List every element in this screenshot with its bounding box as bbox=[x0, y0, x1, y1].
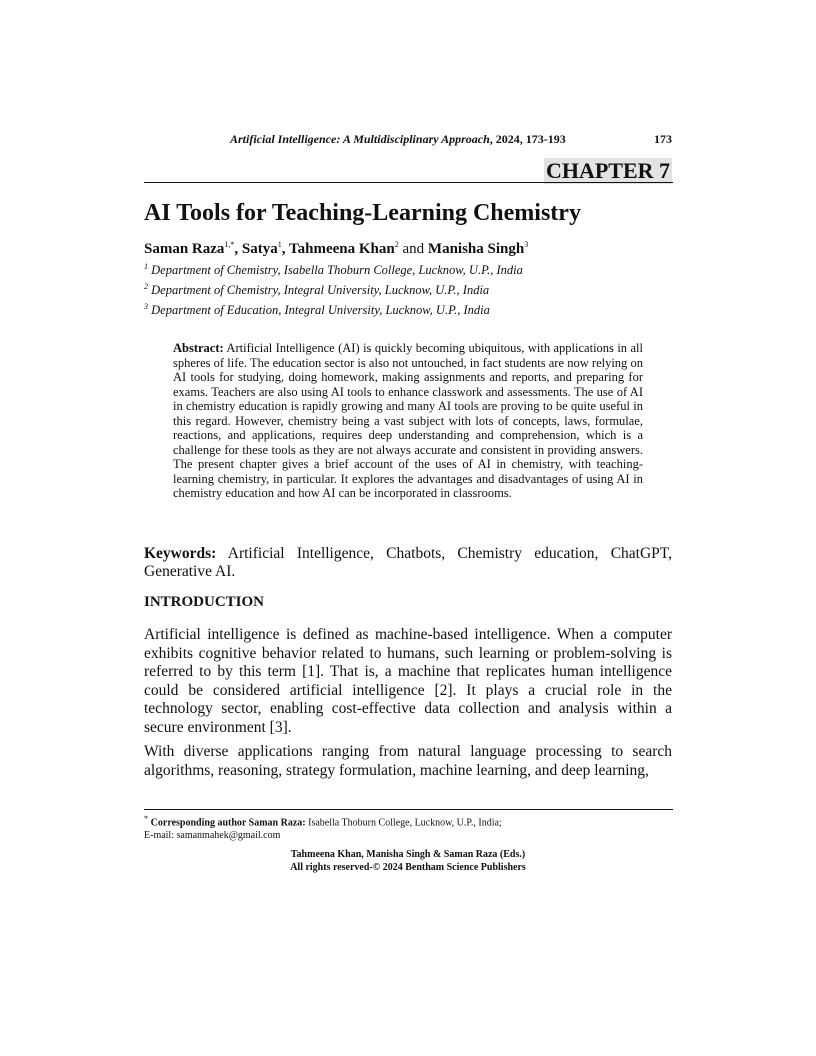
author-separator: and bbox=[398, 241, 428, 257]
author-name: Tahmeena Khan bbox=[289, 241, 395, 257]
journal-citation bbox=[230, 132, 566, 147]
rights-line: All rights reserved-© 2024 Bentham Science Publishers bbox=[290, 861, 526, 873]
author-separator: , bbox=[234, 241, 242, 257]
editors-line: Tahmeena Khan, Manisha Singh & Saman Raza (Eds.) bbox=[290, 849, 526, 860]
journal-details: , 2024, 173-193 bbox=[489, 132, 566, 146]
publisher-footer bbox=[144, 849, 672, 874]
author-affiliation-mark: 1,* bbox=[224, 240, 235, 249]
author-affiliation-mark: 2 bbox=[394, 240, 399, 249]
keywords bbox=[144, 545, 672, 581]
author-separator: , bbox=[281, 241, 289, 257]
author-name: Saman Raza bbox=[144, 241, 225, 257]
affiliation-number: 2 bbox=[144, 282, 148, 291]
affiliation-text: Department of Education, Integral University, Lucknow, U.P., India bbox=[151, 303, 490, 318]
affiliation bbox=[144, 279, 489, 298]
header-rule bbox=[144, 182, 673, 183]
keywords-label: Keywords: bbox=[144, 545, 217, 562]
body-paragraph: Artificial intelligence is defined as machine-based intelligence. When a computer exhibits cognitive behavior related to humans, such learning or problem-solving is referred to by this term [1]. That is, a machine that replicates human intelligence could be considered artificial intelligence [2]. It plays a crucial role in the technology sector, enabling cost-effective data collection and analysis within a secure environment [3]. bbox=[144, 626, 672, 736]
footnote-label: Corresponding author Saman Raza: bbox=[150, 817, 306, 829]
body-paragraph: With diverse applications ranging from natural language processing to search algorithms, reasoning, strategy formulation, machine learning, and deep learning, bbox=[144, 743, 672, 779]
affiliation-number: 3 bbox=[144, 302, 148, 311]
abstract-text: Artificial Intelligence (AI) is quickly becoming ubiquitous, with applications in all spheres of life. The education sector is also not untouched, in fact students are now relying on AI tools for studying, doing homework, making assignments and reports, and preparing for exams. Teachers are also using AI tools to enhance classwork and assessments. The use of AI in chemistry education is rapidly growing and many AI tools are proving to be quite useful in this regard. However, chemistry being a vast subject with lots of concepts, laws, formulae, reactions, and applications, requires deep understanding and comprehension, which is a challenge for these tools as they are not always accurate and consistent in providing answers. The present chapter gives a brief account of the uses of AI in chemistry, with teaching-learning chemistry, in particular. It explores the advantages and disadvantages of using AI in chemistry education and how AI can be incorporated in classrooms. bbox=[173, 341, 643, 500]
footnote-rule bbox=[144, 809, 673, 810]
affiliation-number: 1 bbox=[144, 262, 148, 271]
abstract bbox=[173, 341, 643, 501]
author-affiliation-mark: 3 bbox=[524, 240, 529, 249]
keywords-text: Artificial Intelligence, Chatbots, Chemistry education, ChatGPT, Generative AI. bbox=[144, 545, 672, 580]
author-affiliation-mark: 1 bbox=[277, 240, 282, 249]
chapter-title: AI Tools for Teaching-Learning Chemistry bbox=[144, 200, 581, 226]
page-number: 173 bbox=[654, 132, 672, 146]
author-name: Satya bbox=[241, 241, 278, 257]
footnote-text: Isabella Thoburn College, Lucknow, U.P., India; bbox=[305, 817, 502, 829]
footnote-email: E-mail: samanmahek@gmail.com bbox=[144, 829, 281, 841]
footnote bbox=[144, 813, 672, 842]
author-name: Manisha Singh bbox=[427, 241, 525, 257]
journal-title: Artificial Intelligence: A Multidisciplinary Approach bbox=[230, 132, 490, 146]
chapter-label: CHAPTER 7 bbox=[545, 158, 670, 183]
affiliation bbox=[144, 259, 523, 278]
affiliation bbox=[144, 299, 490, 318]
footnote-line bbox=[144, 813, 672, 830]
abstract-label: Abstract: bbox=[173, 341, 224, 355]
affiliation-text: Department of Chemistry, Integral University, Lucknow, U.P., India bbox=[151, 283, 490, 298]
affiliation-text: Department of Chemistry, Isabella Thoburn College, Lucknow, U.P., India bbox=[151, 263, 523, 278]
footnote-mark: * bbox=[144, 814, 149, 823]
author-list bbox=[144, 236, 528, 258]
section-heading-introduction: INTRODUCTION bbox=[144, 594, 265, 610]
